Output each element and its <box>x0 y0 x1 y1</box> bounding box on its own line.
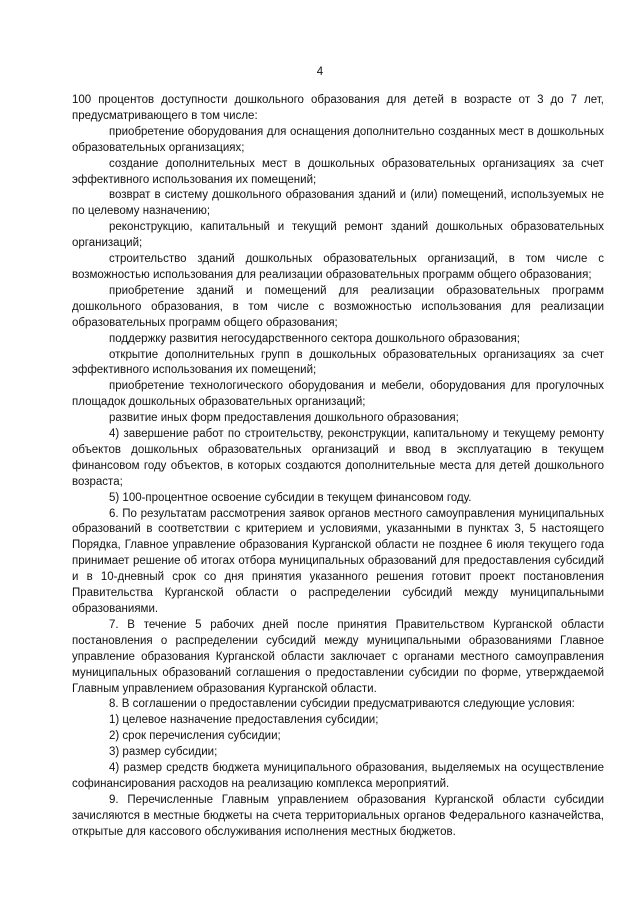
paragraph: 6. По результатам рассмотрения заявок органов местного самоуправления муниципальных образований в соответствии с критерием и условиями, указанными в пунктах 3, 5 настоящего Порядка, Главное управление образования Курганской области не позднее 6 июля текущего года принимает решение об итогах отбора муниципальных образований для предоставления субсидий и в 10-дневный срок со дня принятия указанного решения готовит проект постановления Правительства Курганской области о распределении субсидий между муниципальными образованиями. <box>72 507 604 615</box>
page-number: 4 <box>316 66 324 78</box>
paragraph: 100 процентов доступности дошкольного образования для детей в возрасте от 3 до 7 лет, предусматривающего в том числе: <box>72 94 604 122</box>
paragraph: приобретение зданий и помещений для реализации образовательных программ дошкольного образования, в том числе с возможностью использования для реализации образовательных программ общего образования; <box>72 284 604 329</box>
paragraph: открытие дополнительных групп в дошкольных образовательных организациях за счет эффективного использования их помещений; <box>72 348 604 377</box>
paragraph: развитие иных форм предоставления дошкольного образования; <box>109 412 459 425</box>
paragraph: 9. Перечисленные Главным управлением образования Курганской области субсидии зачисляются в местные бюджеты на счета территориальных органов Федерального казначейства, открытые для кассового обслуживания исполнения местных бюджетов. <box>72 793 604 838</box>
paragraph: 5) 100-процентное освоение субсидии в текущем финансовом году. <box>109 491 472 504</box>
paragraph: 4) размер средств бюджета муниципального образования, выделяемых на осуществление софинансирования расходов на реализацию комплекса мероприятий. <box>72 762 604 790</box>
document-body <box>72 93 604 841</box>
paragraph: создание дополнительных мест в дошкольных образовательных организациях за счет эффективного использования их помещений; <box>72 157 604 186</box>
paragraph: реконструкцию, капитальный и текущий ремонт зданий дошкольных образовательных организаций; <box>72 221 604 250</box>
paragraph: 1) целевое назначение предоставления субсидии; <box>109 714 379 727</box>
paragraph: 4) завершение работ по строительству, реконструкции, капитальному и текущему ремонту объектов дошкольных образовательных организаций и ввод в эксплуатацию в текущем финансовом году объектов, в которых создаются дополнительные места для детей дошкольного возраста; <box>72 428 604 488</box>
paragraph: строительство зданий дошкольных образовательных организаций, в том числе с возможностью использования для реализации образовательных программ общего образования; <box>72 253 604 281</box>
paragraph: 3) размер субсидии; <box>109 746 218 759</box>
paragraph: приобретение оборудования для оснащения дополнительно созданных мест в дошкольных образовательных организациях; <box>72 125 604 154</box>
paragraph: 2) срок перечисления субсидии; <box>109 730 281 743</box>
paragraph: поддержку развития негосударственного сектора дошкольного образования; <box>109 332 520 345</box>
paragraph: 8. В соглашении о предоставлении субсидии предусматриваются следующие условия: <box>109 698 575 711</box>
paragraph: возврат в систему дошкольного образования зданий и (или) помещений, используемых не по целевому назначению; <box>72 189 604 218</box>
paragraph: 7. В течение 5 рабочих дней после принятия Правительством Курганской области постановления о распределении субсидий между муниципальными образованиями Главное управление образования Курганской области заключает с органами местного самоуправления муниципальных образований соглашения о предоставлении субсидии по форме, утверждаемой Главным управлением образования Курганской области. <box>72 618 604 695</box>
paragraph: приобретение технологического оборудования и мебели, оборудования для прогулочных площадок дошкольных образовательных организаций; <box>72 380 604 409</box>
